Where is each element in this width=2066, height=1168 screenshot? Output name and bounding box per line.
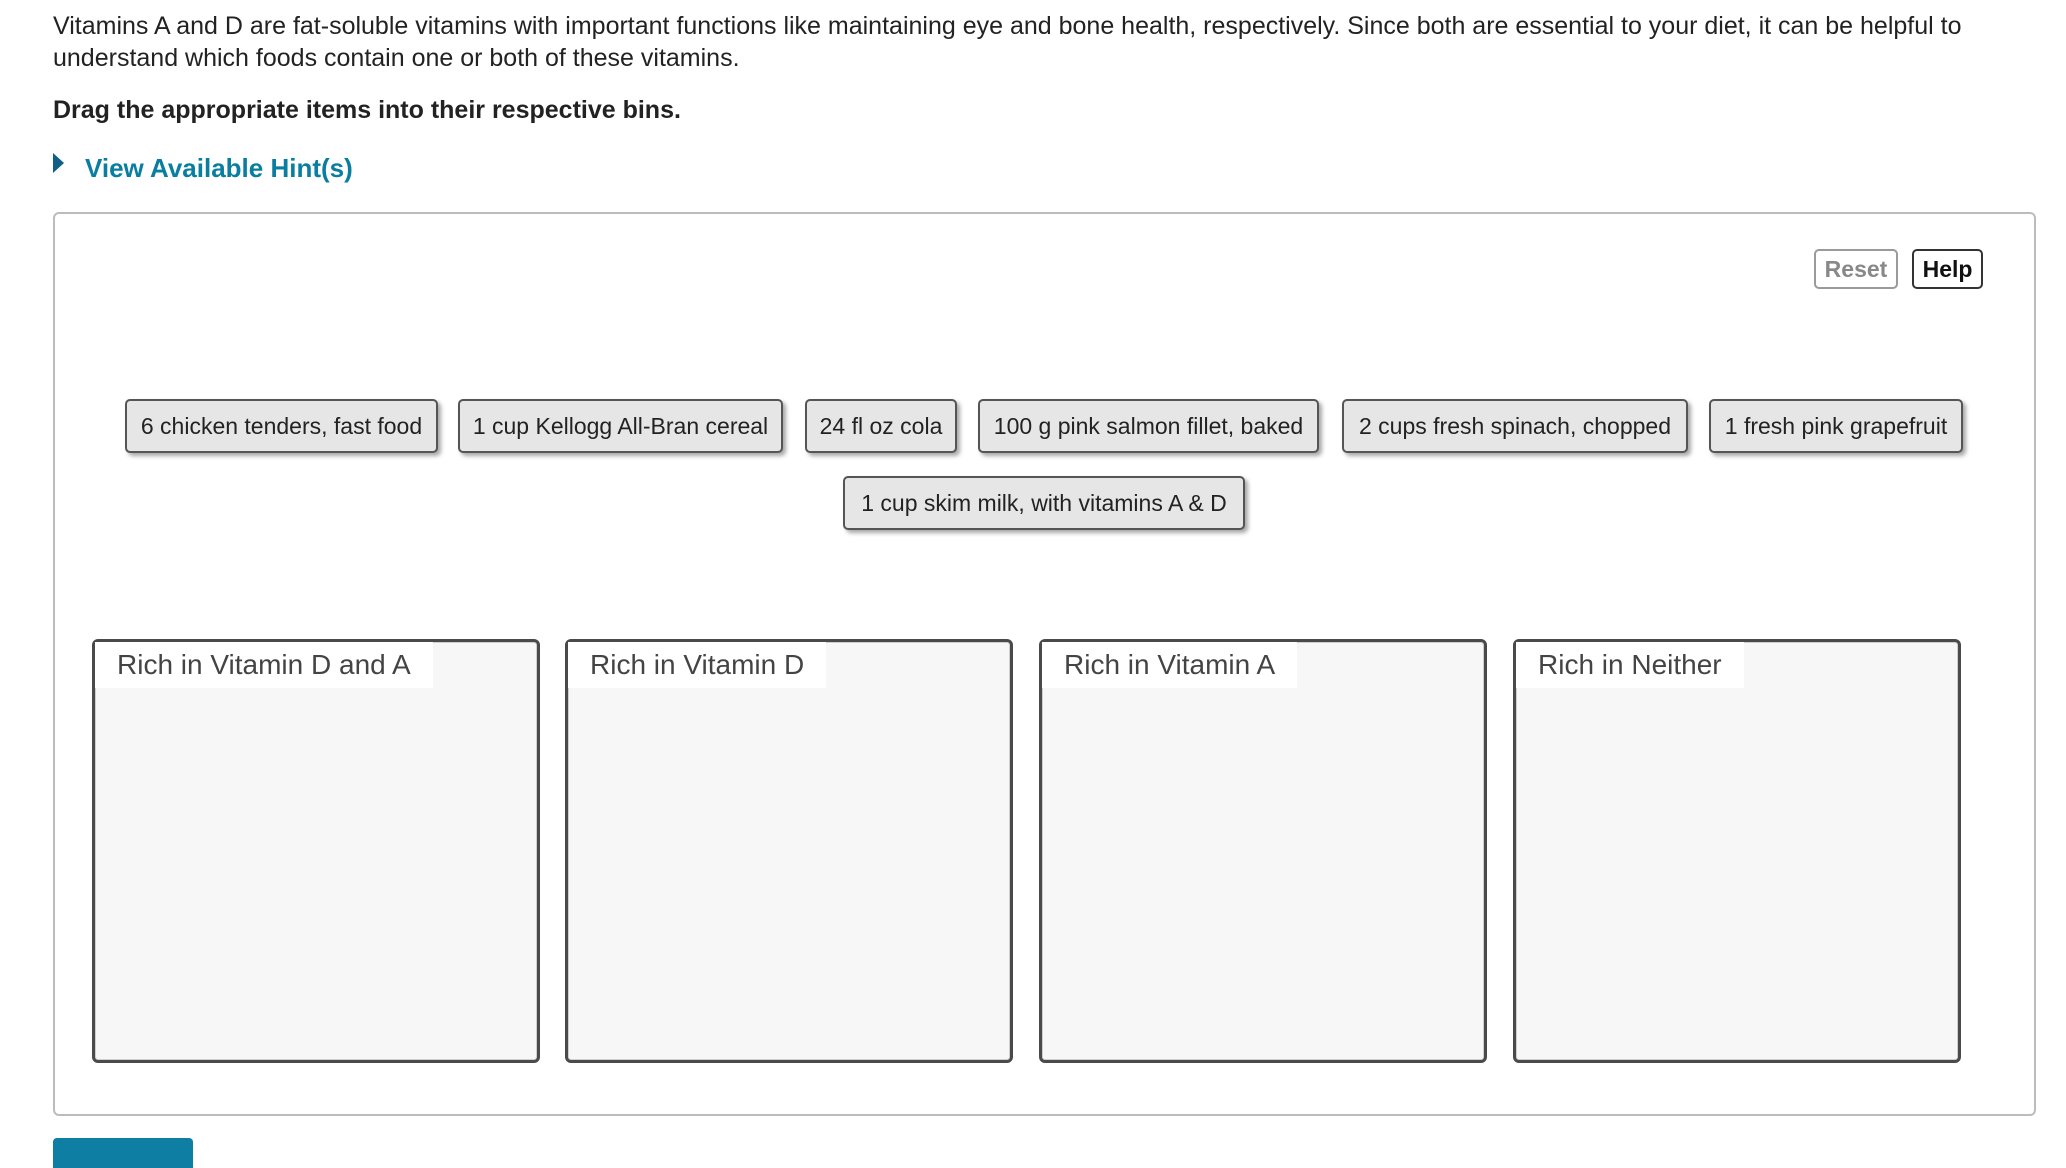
drag-item[interactable]: 6 chicken tenders, fast food bbox=[125, 399, 438, 453]
caret-right-icon bbox=[53, 153, 64, 173]
help-button[interactable]: Help bbox=[1912, 249, 1983, 289]
instruction-text: Drag the appropriate items into their respective bins. bbox=[53, 96, 681, 124]
drag-item[interactable]: 1 fresh pink grapefruit bbox=[1709, 399, 1963, 453]
drag-item[interactable]: 1 cup skim milk, with vitamins A & D bbox=[843, 476, 1245, 530]
submit-button[interactable] bbox=[53, 1138, 193, 1168]
bin-label: Rich in Vitamin D and A bbox=[95, 642, 433, 688]
drag-item[interactable]: 100 g pink salmon fillet, baked bbox=[978, 399, 1319, 453]
drag-item[interactable]: 1 cup Kellogg All-Bran cereal bbox=[458, 399, 783, 453]
bin-label: Rich in Vitamin A bbox=[1042, 642, 1297, 688]
bin-vitamin-d-and-a[interactable] bbox=[92, 639, 540, 1063]
drag-item[interactable]: 2 cups fresh spinach, chopped bbox=[1342, 399, 1688, 453]
intro-text: Vitamins A and D are fat-soluble vitamins with important functions like maintaining eye and bone health, respectively. Since both are essential to your diet, it can be helpful to understand which foods contain one or both of these vitamins. bbox=[53, 12, 1962, 72]
bin-neither[interactable] bbox=[1513, 639, 1961, 1063]
drag-item[interactable]: 24 fl oz cola bbox=[805, 399, 957, 453]
view-hints-toggle[interactable] bbox=[53, 153, 353, 184]
reset-button[interactable]: Reset bbox=[1814, 249, 1898, 289]
bin-label: Rich in Vitamin D bbox=[568, 642, 826, 688]
bin-label: Rich in Neither bbox=[1516, 642, 1744, 688]
bin-vitamin-a[interactable] bbox=[1039, 639, 1487, 1063]
drag-drop-panel bbox=[53, 212, 2036, 1116]
view-hints-label: View Available Hint(s) bbox=[85, 153, 353, 183]
bin-vitamin-d[interactable] bbox=[565, 639, 1013, 1063]
